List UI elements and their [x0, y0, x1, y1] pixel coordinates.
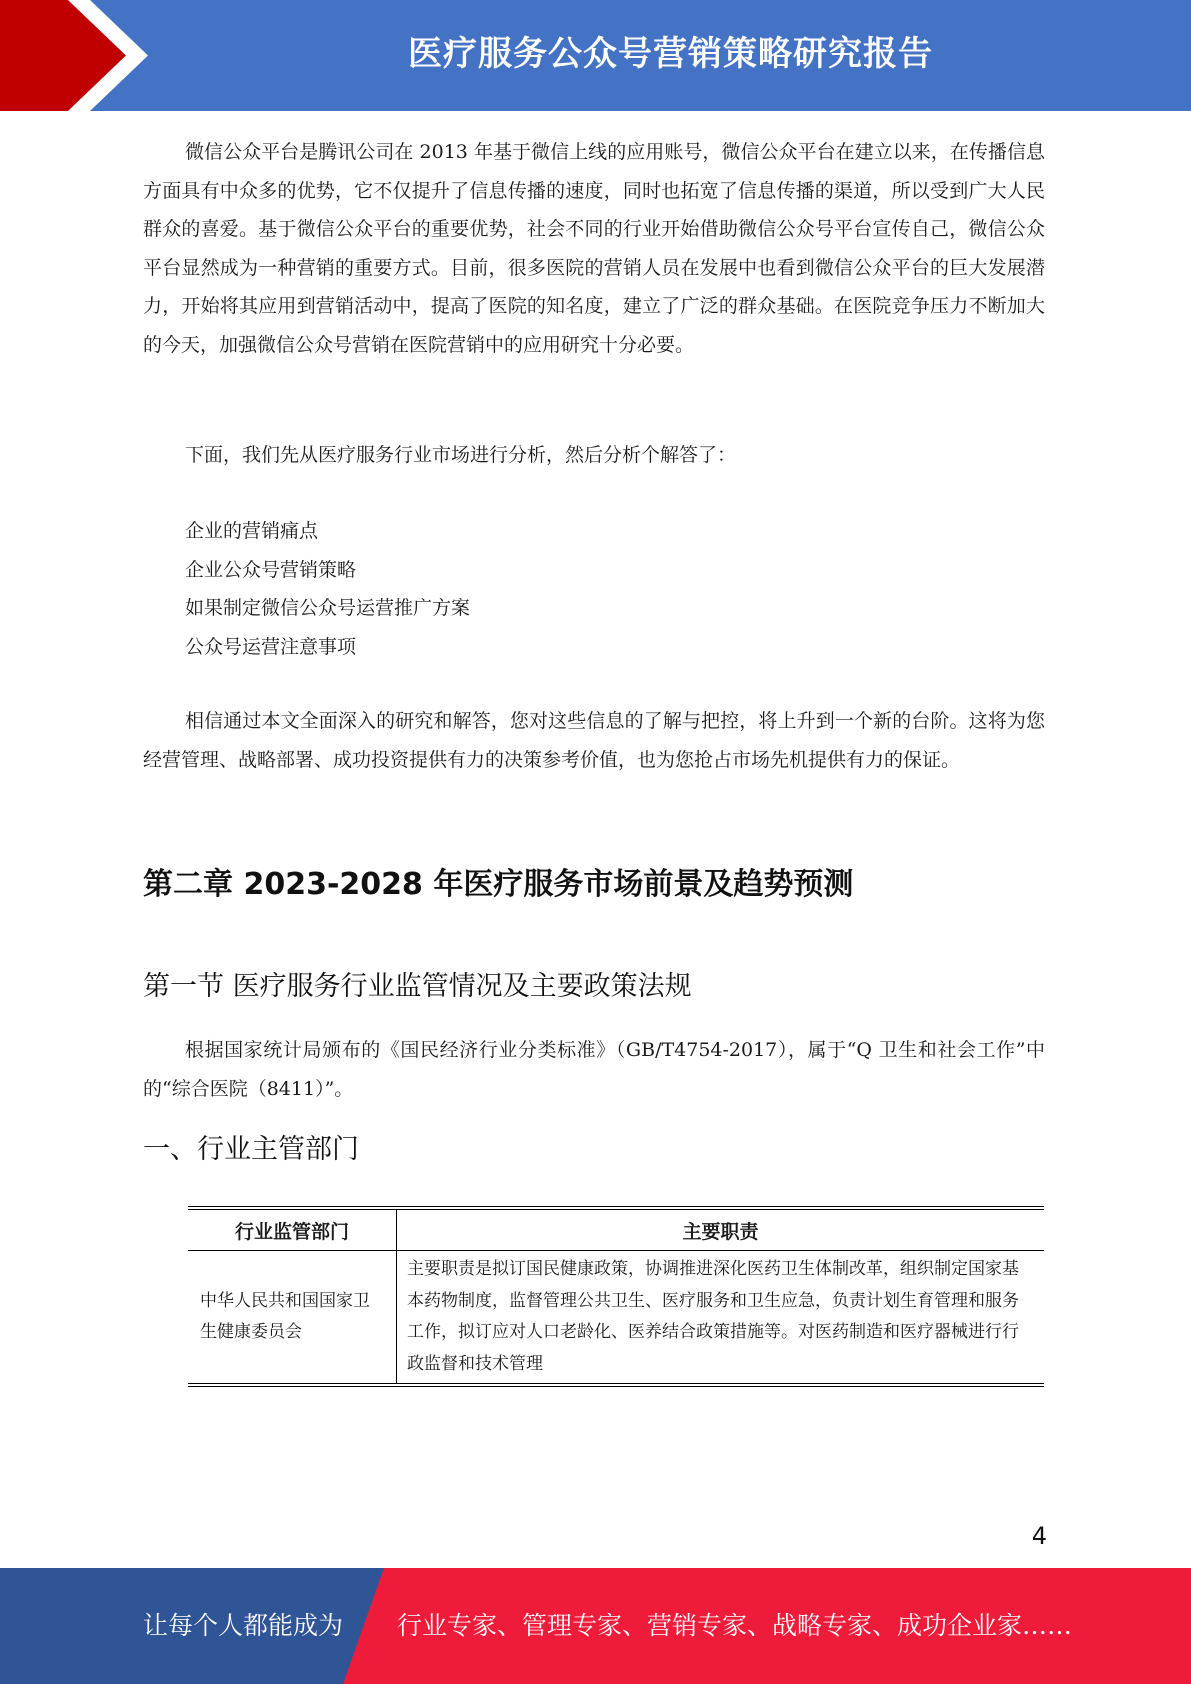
table-cell-dept: 中华人民共和国国家卫生健康委员会 [188, 1251, 397, 1386]
page-number: 4 [1031, 1522, 1047, 1550]
regulator-table-wrap [188, 1206, 1044, 1387]
footer-slogan-right: 行业专家、管理专家、营销专家、战略专家、成功企业家…… [397, 1611, 1073, 1640]
regulator-table [188, 1206, 1044, 1387]
intro-paragraph-2: 下面，我们先从医疗服务行业市场进行分析，然后分析个解答了： [185, 444, 737, 466]
intro-paragraph-3-wrap [143, 702, 1045, 779]
section-paragraph: 根据国家统计局颁布的《国民经济行业分类标准》（GB/T4754-2017），属于“Q 卫生和社会工作”中的“综合医院（8411）”。 [143, 1039, 1045, 1100]
topic-list [143, 512, 1045, 666]
table-cell-duty: 主要职责是拟订国民健康政策，协调推进深化医药卫生体制改革，组织制定国家基本药物制度，监督管理公共卫生、医疗服务和卫生应急，负责计划生育管理和服务工作，拟订应对人口老龄化、医养结合政策措施等。对医药制造和医疗器械进行行政监督和技术管理 [407, 1259, 1019, 1374]
section-heading: 第一节 医疗服务行业监管情况及主要政策法规 [143, 971, 692, 1002]
table-header-duty: 主要职责 [397, 1208, 1045, 1251]
intro-paragraph-3: 相信通过本文全面深入的研究和解答，您对这些信息的了解与把控，将上升到一个新的台阶。这将为您经营管理、战略部署、成功投资提供有力的决策参考价值，也为您抢占市场先机提供有力的保证。 [143, 710, 1045, 771]
intro-paragraph-1: 微信公众平台是腾讯公司在 2013 年基于微信上线的应用账号，微信公众平台在建立以来，在传播信息方面具有中众多的优势，它不仅提升了信息传播的速度，同时也拓宽了信息传播的渠道，所以受到广大人民群众的喜爱。基于微信公众平台的重要优势，社会不同的行业开始借助微信公众号平台宣传自己，微信公众平台显然成为一种营销的重要方式。目前，很多医院的营销人员在发展中也看到微信公众平台的巨大发展潜力，开始将其应用到营销活动中，提高了医院的知名度，建立了广泛的群众基础。在医院竞争压力不断加大的今天，加强微信公众号营销在医院营销中的应用研究十分必要。 [143, 141, 1045, 356]
report-title: 医疗服务公众号营销策略研究报告 [408, 34, 933, 74]
list-item: 公众号运营注意事项 [185, 635, 357, 658]
header-banner [0, 0, 1191, 111]
red-chevron-decoration [0, 0, 160, 111]
list-item: 如果制定微信公众号运营推广方案 [185, 597, 471, 619]
subsection-heading: 一、行业主管部门 [143, 1134, 359, 1165]
footer-banner [0, 1568, 1191, 1684]
section-paragraph-wrap [143, 1031, 1045, 1108]
table-header-dept: 行业监管部门 [188, 1208, 397, 1251]
table-row [188, 1251, 1044, 1386]
footer-slogan-left: 让每个人都能成为 [143, 1611, 344, 1640]
intro-section [143, 133, 1045, 364]
list-item: 企业公众号营销策略 [185, 558, 357, 581]
list-item: 企业的营销痛点 [185, 520, 319, 542]
table-header-row [188, 1208, 1044, 1251]
intro-paragraph-2-wrap [143, 436, 1045, 475]
chapter-heading: 第二章 2023-2028 年医疗服务市场前景及趋势预测 [143, 867, 854, 902]
